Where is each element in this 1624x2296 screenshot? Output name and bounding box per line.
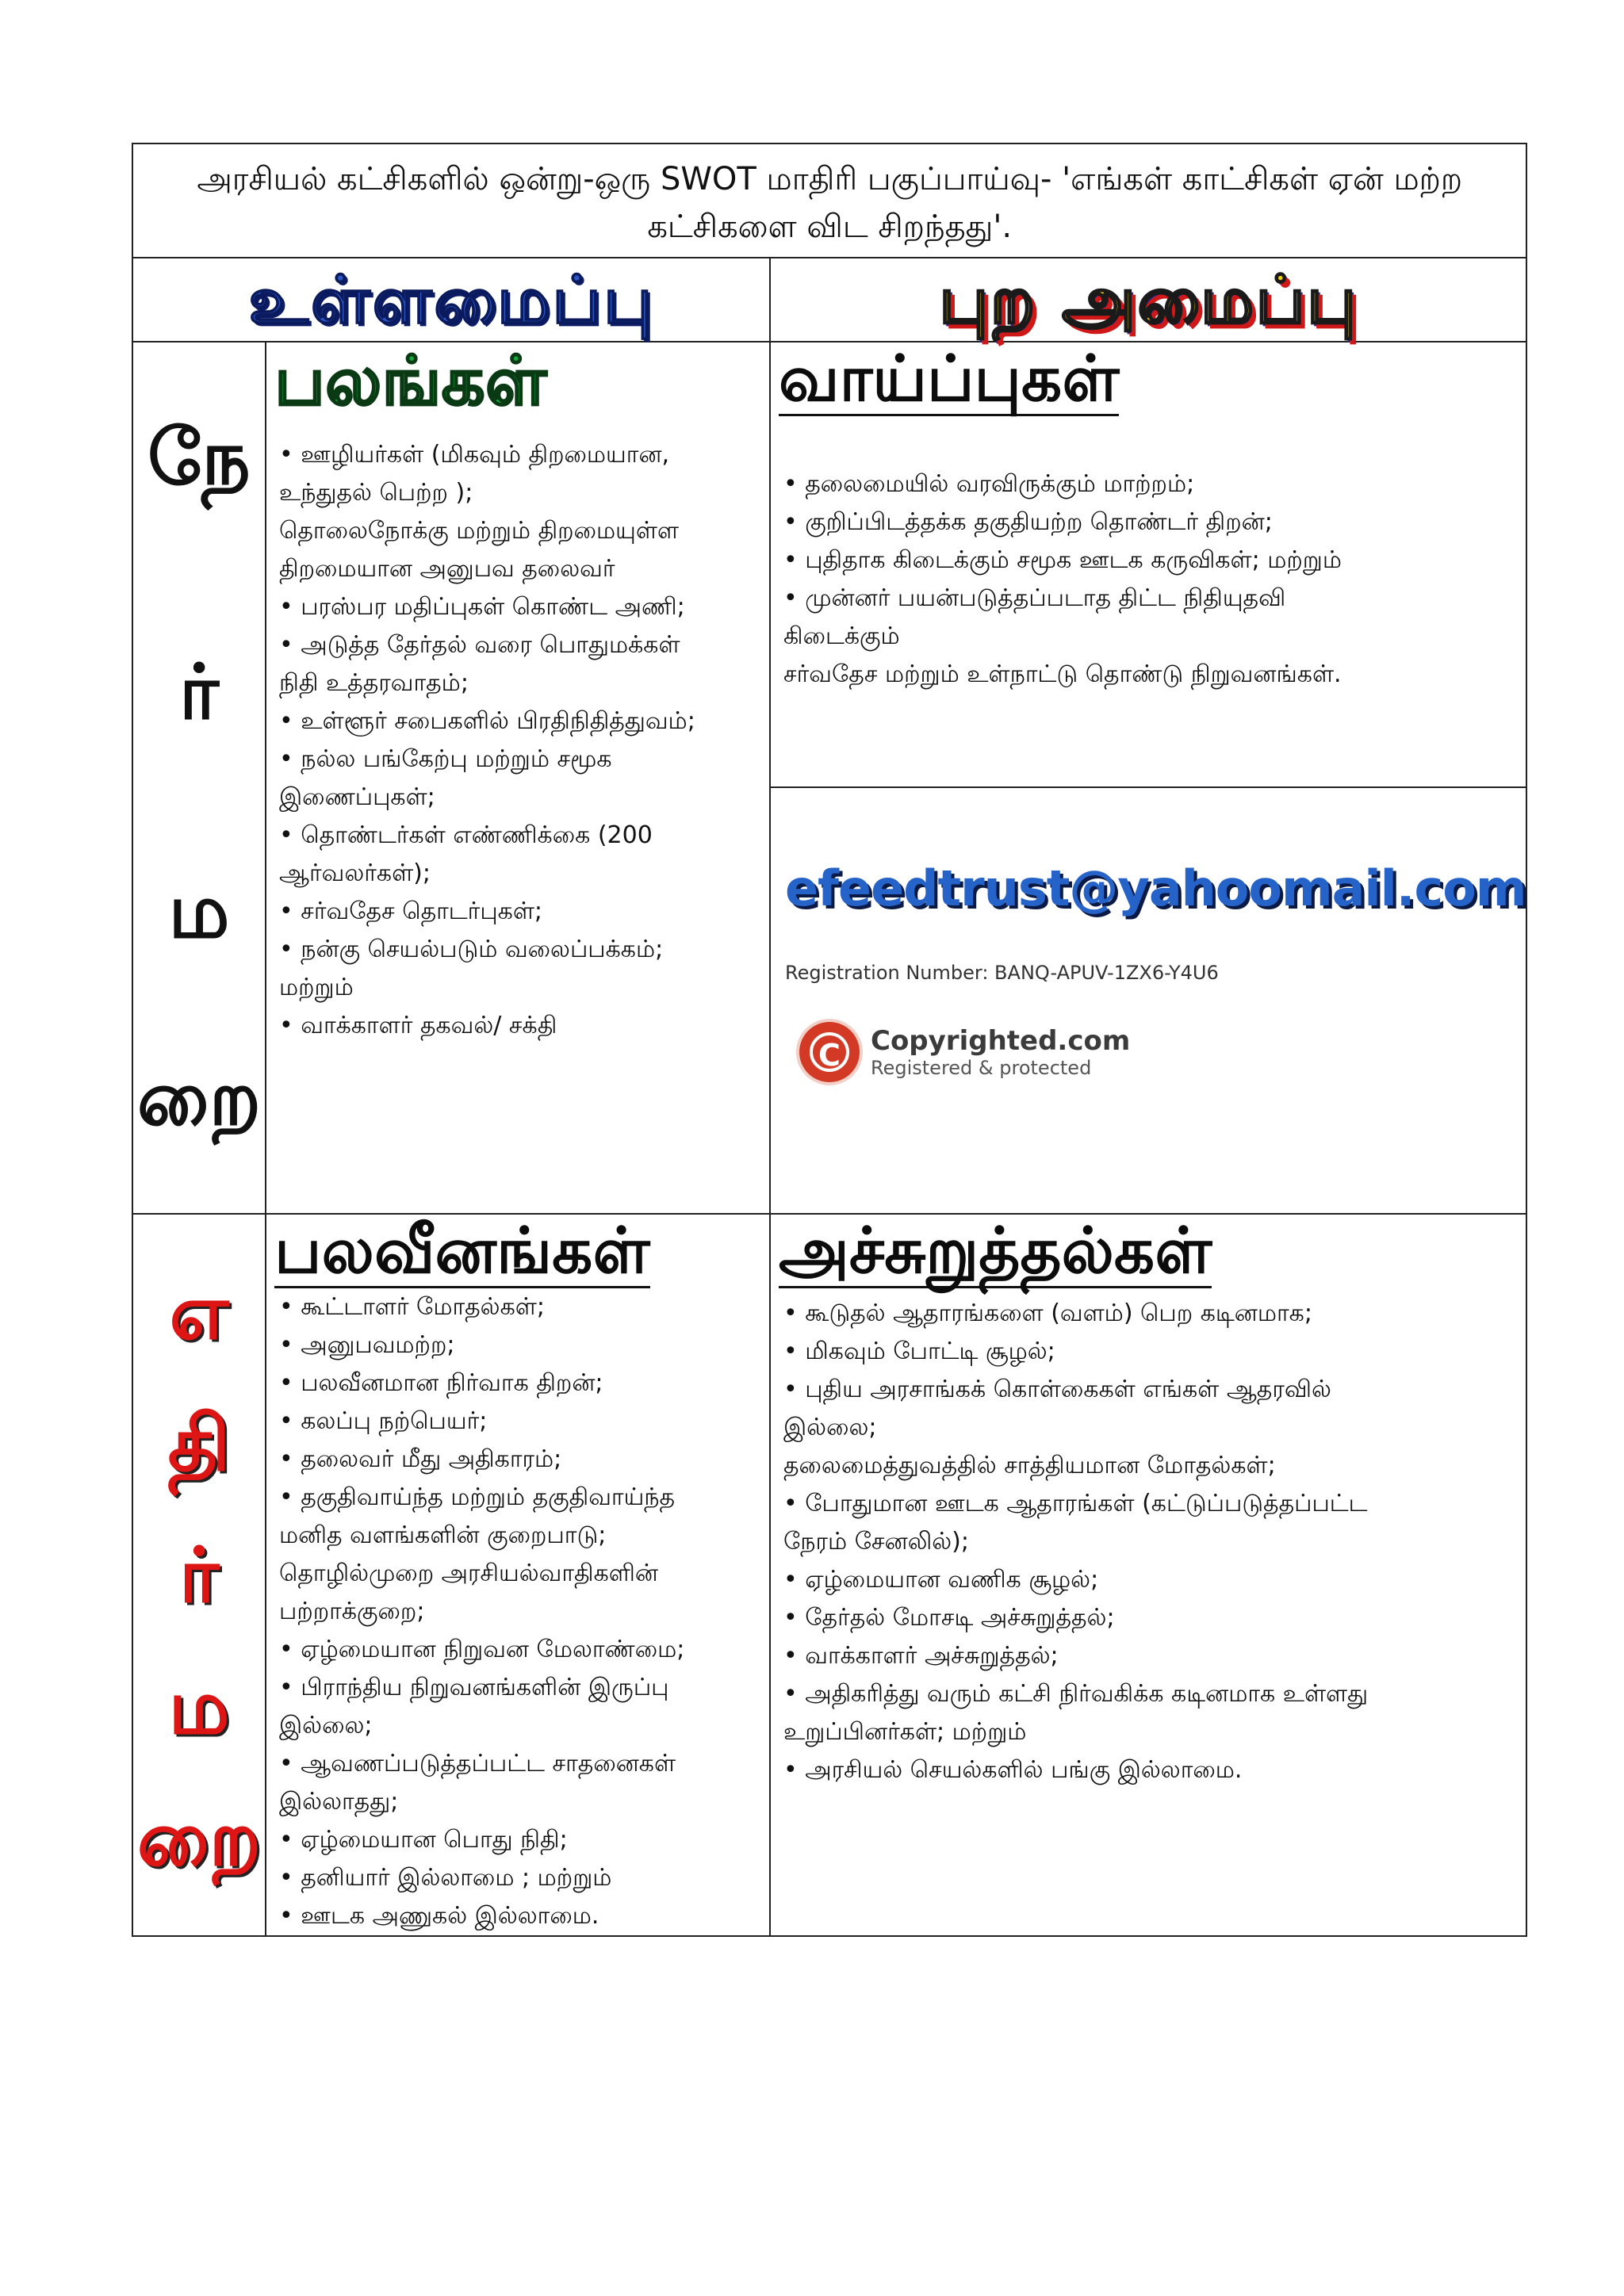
external-header: புற அமைப்பு: [939, 261, 1358, 339]
copyright-badge: [799, 1022, 1526, 1082]
threats-list: • கூடுதல் ஆதாரங்களை (வளம்) பெற கடினமாக; • மிகவும் போட்டி சூழல்; • புதிய அரசாங்கக் கொள்கைகள் எங்கள் ஆதரவில் இல்லை; தலைமைத்துவத்தில் சாத்தியமான மோதல்கள்; • போதுமான ஊடக ஆதாரங்கள் (கட்டுப்படுத்தப்பட்ட நேரம் சேனலில்); • ஏழ்மையான வணிக சூழல்; • தேர்தல் மோசடி அச்சுறுத்தல்; • வாக்காளர் அச்சுறுத்தல்; • அதிகரித்து வரும் கட்சி நிர்வகிக்க கடினமாக உள்ளது உறுப்பினர்கள்; மற்றும் • அரசியல் செயல்களில் பங்கு இல்லாமை.: [783, 1299, 1369, 1784]
opportunities-list: • தலைமையில் வரவிருக்கும் மாற்றம்; • குறிப்பிடத்தக்க தகுதியற்ற தொண்டர் திறன்; • புதிதாக கிடைக்கும் சமூக ஊடக கருவிகள்; மற்றும் • முன்னர் பயன்படுத்தப்படாத திட்ட நிதியுதவி கிடைக்கும் சர்வதேச மற்றும் உள்நாட்டு தொண்டு நிறுவனங்கள்.: [783, 470, 1342, 688]
negative-letter: றை: [136, 1793, 262, 1883]
badge-main-text: Copyrighted.com: [871, 1025, 1131, 1057]
negative-letter: எ: [169, 1267, 229, 1357]
negative-letter: ம: [168, 1662, 230, 1751]
registration-number: Registration Number: BANQ-APUV-1ZX6-Y4U6: [785, 962, 1219, 984]
opportunities-cell: [770, 342, 1526, 787]
weaknesses-list: • கூட்டாளர் மோதல்கள்; • அனுபவமற்ற; • பலவீனமான நிர்வாக திறன்; • கலப்பு நற்பெயர்; • தலைவர் மீது அதிகாரம்; • தகுதிவாய்ந்த மற்றும் தகுதிவாய்ந்த மனித வளங்களின் குறைபாடு; தொழில்முறை அரசியல்வாதிகளின் பற்றாக்குறை; • ஏழ்மையான நிறுவன மேலாண்மை; • பிராந்திய நிறுவனங்களின் இருப்பு இல்லை; • ஆவணப்படுத்தப்பட்ட சாதனைகள் இல்லாதது; • ஏழ்மையான பொது நிதி; • தனியார் இல்லாமை ; மற்றும் • ஊடக அணுகல் இல்லாமை.: [279, 1293, 685, 1930]
negative-side-label: [132, 1214, 266, 1936]
threats-heading: அச்சுறுத்தல்கள்: [779, 1214, 1212, 1288]
copyright-icon: [799, 1022, 860, 1082]
strengths-cell: [266, 342, 770, 1214]
internal-header-cell: [132, 258, 770, 342]
badge-text: [871, 1025, 1130, 1079]
badge-sub-text: Registered & protected: [871, 1057, 1092, 1079]
negative-letter: ர்: [178, 1530, 220, 1620]
positive-letter: ர்: [178, 648, 220, 737]
external-header-cell: [770, 258, 1526, 342]
document-title: அரசியல் கட்சிகளில் ஒன்று-ஒரு SWOT மாதிரி பகுப்பாய்வு- 'எங்கள் காட்சிகள் ஏன் மற்ற கட்சிகளை விட சிறந்தது'.: [132, 144, 1526, 258]
contact-cell: [770, 787, 1526, 1214]
contact-email: efeedtrust@yahoomail.com: [785, 859, 1526, 917]
positive-letter: றை: [136, 1054, 262, 1142]
strengths-heading: பலங்கள்: [274, 342, 547, 421]
positive-letter: நே: [147, 413, 251, 502]
opportunities-heading: வாய்ப்புகள்: [779, 342, 1120, 415]
weaknesses-cell: [266, 1214, 770, 1936]
copyright-symbol: C: [810, 1032, 849, 1072]
swot-table: [132, 143, 1527, 1937]
weaknesses-heading: பலவீனங்கள்: [274, 1214, 650, 1288]
positive-letter: ம: [168, 867, 230, 955]
threats-cell: [770, 1214, 1526, 1936]
internal-header: உள்ளமைப்பு: [248, 261, 654, 339]
strengths-list: • ஊழியர்கள் (மிகவும் திறமையான, உந்துதல் பெற்ற ); தொலைநோக்கு மற்றும் திறமையுள்ள திறமையான அனுபவ தலைவர் • பரஸ்பர மதிப்புகள் கொண்ட அணி; • அடுத்த தேர்தல் வரை பொதுமக்கள் நிதி உத்தரவாதம்; • உள்ளூர் சபைகளில் பிரதிநிதித்துவம்; • நல்ல பங்கேற்பு மற்றும் சமூக இணைப்புகள்; • தொண்டர்கள் எண்ணிக்கை (200 ஆர்வலர்கள்); • சர்வதேச தொடர்புகள்; • நன்கு செயல்படும் வலைப்பக்கம்; மற்றும் • வாக்காளர் தகவல்/ சக்தி: [279, 441, 695, 1039]
negative-letter: தி: [167, 1399, 231, 1488]
positive-side-label: [132, 342, 266, 1214]
